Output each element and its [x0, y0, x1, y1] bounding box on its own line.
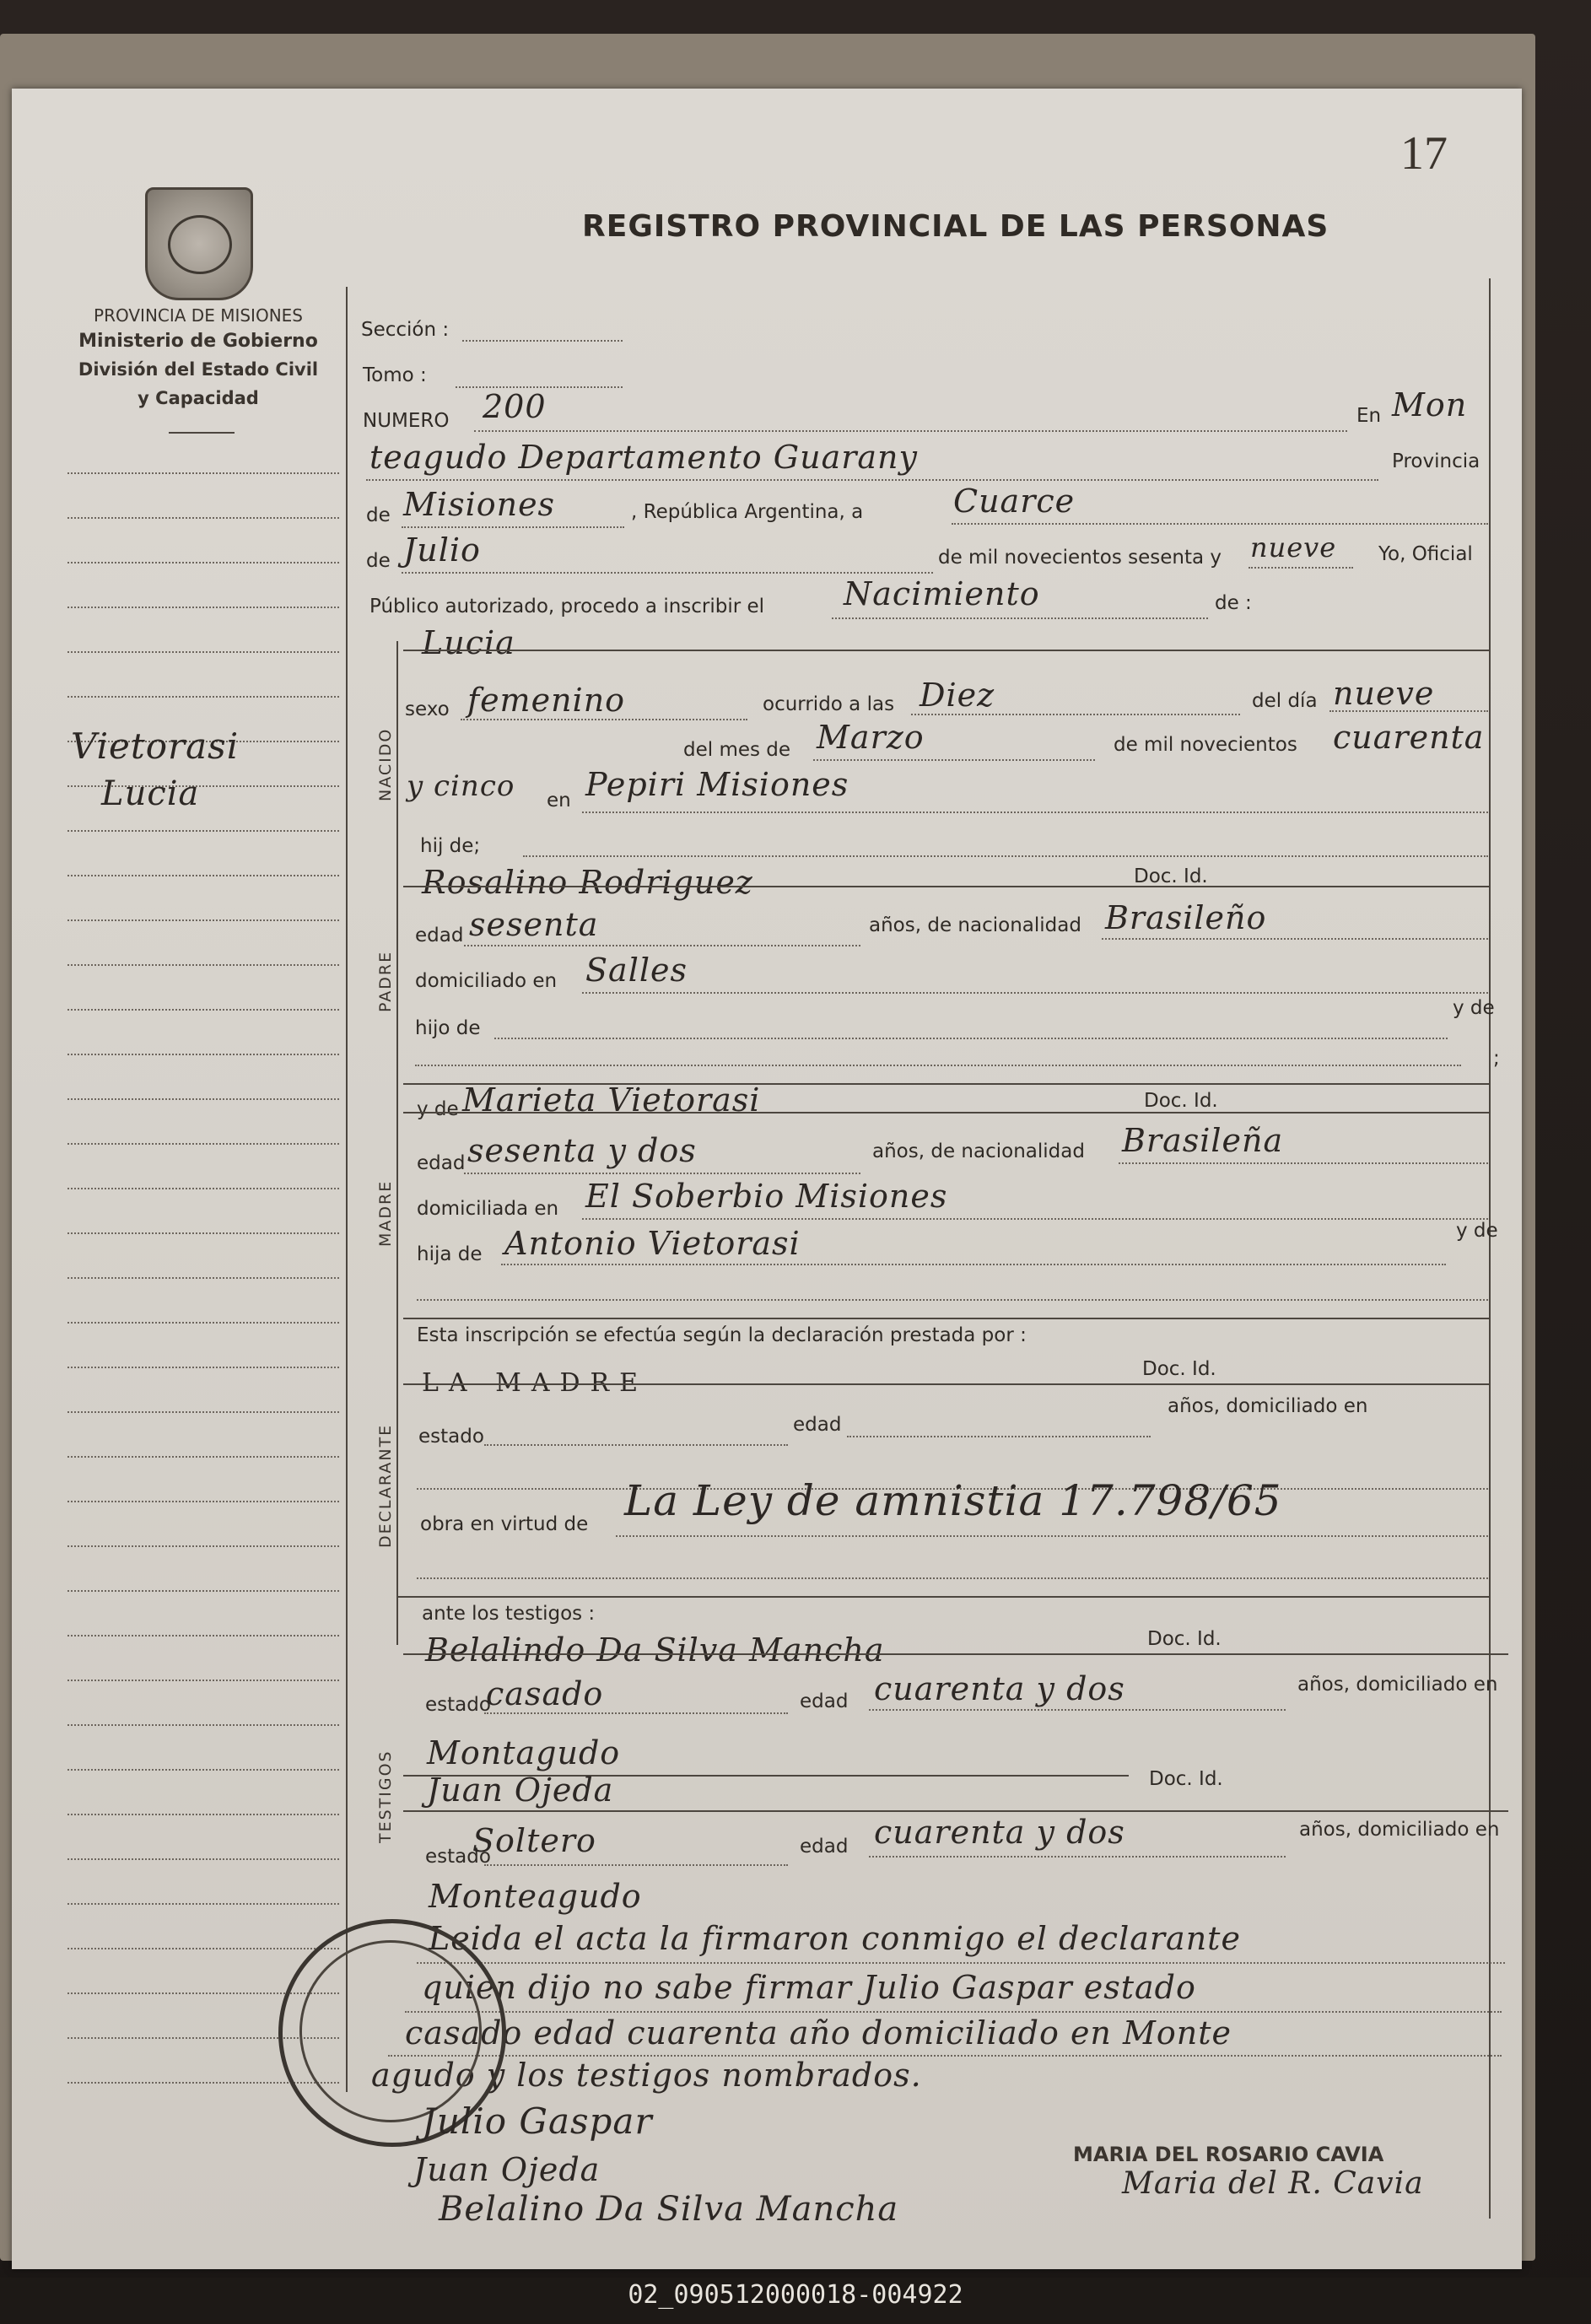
- dots: [869, 1856, 1286, 1858]
- section-label-madre: MADRE: [376, 1179, 395, 1247]
- dots: [847, 1436, 1151, 1437]
- margin-ruled-line: [67, 1590, 339, 1592]
- dots: [402, 526, 624, 528]
- label-anos-nac-padre: años, de nacionalidad: [869, 914, 1081, 936]
- label-anos-dom-testigo1: años, domiciliado en: [1297, 1674, 1498, 1696]
- dots: [417, 1299, 1488, 1301]
- margin-ruled-line: [67, 1188, 339, 1189]
- margin-ruled-line: [67, 1009, 339, 1011]
- hline: [403, 1810, 1508, 1812]
- hline: [403, 1318, 1490, 1319]
- dots: [616, 1535, 1488, 1537]
- dots: [582, 812, 1488, 813]
- section-label-border: [396, 641, 398, 1645]
- label-doc-id-declarante: Doc. Id.: [1142, 1358, 1216, 1380]
- hline: [403, 650, 1490, 651]
- margin-ruled-line: [67, 1635, 339, 1637]
- signature-testigo2: Juan Ojeda: [413, 2151, 601, 2188]
- entry-anio-nac-2: y cinco: [407, 769, 515, 803]
- entry-estado1: casado: [486, 1675, 604, 1712]
- dots: [911, 714, 1240, 715]
- signature-testigo1: Belalino Da Silva Mancha: [439, 2190, 899, 2229]
- label-domiciliado-padre: domiciliado en: [415, 970, 558, 992]
- label-tomo: Tomo :: [363, 364, 427, 386]
- margin-ruled-line: [67, 1054, 339, 1055]
- dots: [813, 759, 1095, 761]
- section-label-declarante: DECLARANTE: [376, 1423, 395, 1548]
- form-right-border: [1489, 278, 1491, 2219]
- closing-line3: casado edad cuarenta año domiciliado en Monte: [405, 2014, 1232, 2052]
- dots: [1119, 1162, 1488, 1164]
- label-hija-de: hija de: [417, 1243, 483, 1265]
- left-header-line2: Ministerio de Gobierno: [78, 331, 318, 352]
- margin-ruled-line: [67, 1903, 339, 1905]
- section-label-padre: PADRE: [376, 950, 395, 1012]
- label-anos-dom-declarante: años, domiciliado en: [1168, 1395, 1368, 1417]
- label-domiciliada-madre: domiciliada en: [417, 1198, 559, 1220]
- margin-ruled-line: [67, 1143, 339, 1145]
- entry-obra: La Ley de amnistia 17.798/65: [624, 1476, 1282, 1525]
- label-numero: NUMERO: [363, 410, 450, 432]
- label-y-de-madre: y de: [417, 1098, 459, 1120]
- label-edad-madre: edad: [417, 1152, 466, 1174]
- margin-ruled-line: [67, 964, 339, 966]
- label-en-lugar: en: [547, 790, 571, 812]
- section-label-nacido: NACIDO: [376, 727, 395, 801]
- label-mil-novecientos: de mil novecientos: [1114, 734, 1297, 756]
- dots: [464, 1173, 860, 1174]
- entry-edad-padre: sesenta: [469, 906, 599, 943]
- dots: [501, 1264, 1446, 1265]
- label-ocurrido: ocurrido a las: [763, 693, 895, 715]
- label-en: En: [1356, 405, 1382, 427]
- label-republica: , República Argentina, a: [631, 501, 864, 523]
- dots: [464, 945, 860, 946]
- label-testigos: ante los testigos :: [422, 1603, 596, 1625]
- dots: [415, 1065, 1461, 1066]
- label-estado-testigo1: estado: [425, 1694, 491, 1716]
- margin-ruled-line: [67, 1322, 339, 1324]
- entry-dom2: Monteagudo: [429, 1878, 642, 1915]
- label-doc-id-madre: Doc. Id.: [1144, 1090, 1218, 1112]
- label-obra: obra en virtud de: [420, 1513, 589, 1535]
- dots: [523, 855, 1488, 857]
- label-de1: de: [366, 504, 391, 526]
- margin-ruled-line: [67, 607, 339, 608]
- margin-ruled-line: [67, 875, 339, 876]
- left-header-line1: PROVINCIA DE MISIONES: [94, 305, 303, 326]
- hline: [403, 886, 1490, 887]
- label-provincia: Provincia: [1392, 450, 1480, 472]
- margin-ruled-line: [67, 1277, 339, 1279]
- entry-anio-nac-1: cuarenta: [1333, 719, 1485, 756]
- closing-line2: quien dijo no sabe firmar Julio Gaspar estado: [422, 1969, 1196, 2006]
- entry-declarante: LA MADRE: [422, 1368, 649, 1398]
- dots: [484, 1864, 788, 1866]
- dots: [484, 1444, 788, 1446]
- entry-nombre: Lucia: [422, 624, 515, 661]
- label-doc-id-padre: Doc. Id.: [1134, 865, 1208, 887]
- province-crest-icon: [145, 187, 253, 300]
- dots: [952, 523, 1488, 525]
- form-left-border: [346, 287, 348, 2092]
- label-hijo-de: hijo de: [415, 1017, 481, 1039]
- dots: [461, 719, 747, 720]
- label-edad-declarante: edad: [793, 1414, 842, 1436]
- label-yo-oficial: Yo, Oficial: [1378, 543, 1473, 565]
- entry-nac-padre: Brasileño: [1105, 899, 1267, 936]
- entry-estado2: Soltero: [472, 1822, 596, 1859]
- dots: [417, 1962, 1505, 1964]
- label-anos-dom-testigo2: años, domiciliado en: [1299, 1819, 1500, 1841]
- label-doc-id-testigo2: Doc. Id.: [1149, 1768, 1223, 1790]
- label-edad-testigo2: edad: [800, 1836, 849, 1858]
- entry-testigo2: Juan Ojeda: [427, 1771, 614, 1809]
- margin-ruled-line: [67, 1232, 339, 1234]
- signature-oficial: Maria del R. Cavia: [1122, 2166, 1424, 2201]
- dots: [405, 2011, 1502, 2013]
- margin-ruled-line: [67, 1814, 339, 1815]
- hline: [403, 1653, 1508, 1655]
- dots: [474, 430, 1347, 432]
- entry-mes-nac: Marzo: [817, 719, 925, 756]
- entry-edad1: cuarenta y dos: [874, 1670, 1125, 1707]
- dots: [366, 479, 1378, 481]
- entry-dia-nac: nueve: [1333, 675, 1435, 712]
- entry-padre: Rosalino Rodriguez: [422, 864, 753, 901]
- hline: [403, 1383, 1490, 1385]
- label-del-dia: del día: [1252, 690, 1318, 712]
- entry-hora: Diez: [920, 677, 995, 714]
- label-sexo: sexo: [405, 698, 450, 720]
- margin-ruled-line: [67, 517, 339, 519]
- dots: [1249, 567, 1353, 569]
- entry-dom-padre: Salles: [585, 952, 688, 989]
- entry-edad-madre: sesenta y dos: [467, 1132, 697, 1169]
- margin-ruled-line: [67, 1367, 339, 1368]
- signature-declarante: Julio Gaspar: [422, 2100, 653, 2142]
- label-y-de-padre: y de: [1453, 997, 1495, 1019]
- entry-sexo: femenino: [467, 682, 626, 719]
- dots: [417, 1577, 1488, 1579]
- dots: [582, 1218, 1488, 1220]
- dots: [484, 1712, 788, 1714]
- dots: [1329, 710, 1488, 712]
- section-label-testigos: TESTIGOS: [376, 1750, 395, 1843]
- label-del-mes: del mes de: [683, 739, 791, 761]
- margin-ruled-line: [67, 1724, 339, 1726]
- margin-ruled-line: [67, 472, 339, 474]
- label-de-colon: de :: [1215, 592, 1252, 614]
- official-name-stamp: MARIA DEL ROSARIO CAVIA: [1073, 2143, 1384, 2166]
- dots: [832, 617, 1208, 619]
- entry-testigo1: Belalindo Da Silva Mancha: [425, 1631, 885, 1669]
- entry-madre: Marieta Vietorasi: [462, 1081, 761, 1119]
- label-publico: Público autorizado, procedo a inscribir el: [369, 596, 765, 617]
- margin-ruled-line: [67, 1456, 339, 1458]
- margin-ruled-line: [67, 696, 339, 698]
- closing-line4: agudo y los testigos nombrados.: [371, 2057, 922, 2094]
- dots: [582, 992, 1488, 994]
- label-mil-sesenta: de mil novecientos sesenta y: [938, 547, 1222, 569]
- margin-ruled-line: [67, 651, 339, 653]
- entry-hija-de: Antonio Vietorasi: [504, 1225, 801, 1262]
- margin-ruled-line: [67, 1948, 339, 1949]
- margin-ruled-line: [67, 1098, 339, 1100]
- entry-dom1: Montagudo: [427, 1734, 621, 1771]
- margin-ruled-line: [67, 562, 339, 563]
- hline: [396, 1596, 1490, 1598]
- entry-nac-madre: Brasileña: [1122, 1122, 1284, 1159]
- dots: [494, 1038, 1448, 1039]
- margin-ruled-line: [67, 919, 339, 921]
- label-estado-testigo2: estado: [425, 1846, 491, 1868]
- label-anos-nac-madre: años, de nacionalidad: [872, 1140, 1085, 1162]
- margin-note-surname: Vietorasi: [71, 725, 240, 767]
- entry-acto: Nacimiento: [844, 575, 1040, 612]
- label-declaracion: Esta inscripción se efectúa según la declaración prestada por :: [417, 1324, 1027, 1346]
- label-edad-padre: edad: [415, 925, 464, 946]
- entry-dom-madre: El Soberbio Misiones: [585, 1178, 948, 1215]
- dots: [869, 1709, 1286, 1711]
- entry-numero: 200: [483, 388, 547, 425]
- dots: [462, 340, 623, 342]
- hline: [403, 1112, 1490, 1113]
- entry-edad2: cuarenta y dos: [874, 1814, 1125, 1851]
- entry-en: Mon: [1392, 386, 1468, 423]
- margin-ruled-line: [67, 1411, 339, 1413]
- footer-document-id: 02_090512000018-004922: [628, 2280, 963, 2310]
- entry-lugar-nac: Pepiri Misiones: [585, 766, 849, 803]
- margin-ruled-line: [67, 1501, 339, 1502]
- entry-provincia: Misiones: [403, 486, 556, 523]
- entry-dia: Cuarce: [953, 483, 1076, 520]
- left-header-line3: División del Estado Civil: [78, 359, 319, 380]
- page-title: REGISTRO PROVINCIAL DE LAS PERSONAS: [582, 209, 1329, 244]
- margin-note-name: Lucia: [101, 774, 200, 813]
- margin-ruled-line: [67, 1858, 339, 1860]
- closing-line1: Leida el acta la firmaron conmigo el declarante: [429, 1920, 1241, 1957]
- left-header-line4: y Capacidad: [138, 388, 259, 408]
- entry-lugar: teagudo Departamento Guarany: [369, 439, 918, 476]
- dots: [1102, 938, 1488, 940]
- label-de2: de: [366, 550, 391, 572]
- label-semicolon: ;: [1493, 1048, 1500, 1070]
- label-hij-de: hij de;: [420, 835, 481, 857]
- margin-ruled-line: [67, 1769, 339, 1771]
- margin-ruled-line: [67, 1545, 339, 1547]
- dots: [402, 572, 933, 574]
- entry-mes: Julio: [403, 531, 481, 569]
- margin-ruled-line: [67, 1680, 339, 1681]
- label-doc-id-testigo1: Doc. Id.: [1147, 1628, 1222, 1650]
- label-y-de-abuela: y de: [1456, 1220, 1498, 1242]
- margin-ruled-line: [67, 830, 339, 832]
- page-number: 17: [1400, 127, 1448, 180]
- header-divider: [169, 432, 235, 434]
- official-round-stamp-inner: [299, 1940, 482, 2122]
- label-edad-testigo1: edad: [800, 1690, 849, 1712]
- label-estado-declarante: estado: [418, 1426, 484, 1448]
- label-seccion: Sección :: [361, 319, 450, 341]
- entry-anio: nueve: [1250, 531, 1337, 563]
